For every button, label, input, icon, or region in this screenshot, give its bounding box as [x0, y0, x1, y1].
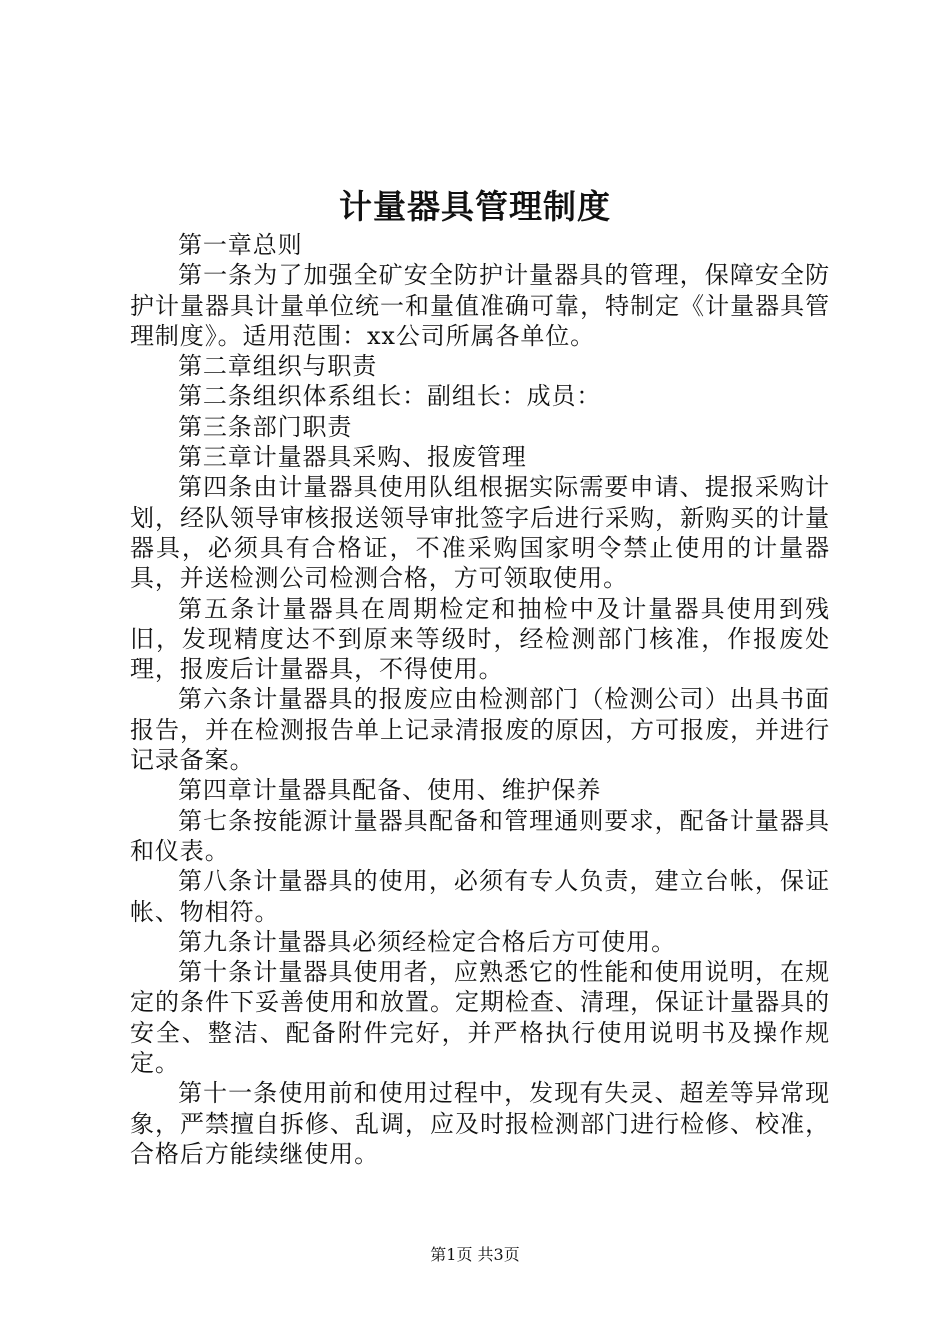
- chapter-heading: 第四章计量器具配备、使用、维护保养: [178, 776, 602, 805]
- chapter-heading: 第二章组织与职责: [178, 352, 378, 381]
- article-paragraph: 第三条部门职责: [178, 412, 353, 441]
- article-paragraph: 第七条按能源计量器具配备和管理通则要求，配备计量器具和仪表。: [130, 806, 830, 865]
- article-paragraph: 第二条组织体系组长：副组长：成员：: [178, 382, 602, 411]
- article-paragraph: 第八条计量器具的使用，必须有专人负责，建立台帐，保证帐、物相符。: [130, 867, 830, 926]
- article-paragraph: 第六条计量器具的报废应由检测部门（检测公司）出具书面报告，并在检测报告单上记录清报废的原因，方可报废，并进行记录备案。: [130, 685, 830, 775]
- chapter-heading: 第一章总则: [178, 231, 303, 259]
- article-paragraph: 第五条计量器具在周期检定和抽检中及计量器具使用到残旧，发现精度达不到原来等级时，经检测部门核准，作报废处理，报废后计量器具，不得使用。: [130, 594, 830, 684]
- document-body: [130, 230, 830, 1169]
- article-paragraph: 第一条为了加强全矿安全防护计量器具的管理，保障安全防护计量器具计量单位统一和量值准确可靠，特制定《计量器具管理制度》。适用范围：xx公司所属各单位。: [130, 261, 830, 350]
- article-paragraph: 第四条由计量器具使用队组根据实际需要申请、提报采购计划，经队领导审核报送领导审批签字后进行采购，新购买的计量器具，必须具有合格证，不准采购国家明令禁止使用的计量器具，并送检测公司检测合格，方可领取使用。: [130, 473, 830, 593]
- article-paragraph: 第十条计量器具使用者，应熟悉它的性能和使用说明，在规定的条件下妥善使用和放置。定期检查、清理，保证计量器具的安全、整洁、配备附件完好，并严格执行使用说明书及操作规定。: [130, 958, 830, 1078]
- article-paragraph: 第九条计量器具必须经检定合格后方可使用。: [178, 927, 676, 956]
- article-paragraph: 第十一条使用前和使用过程中，发现有失灵、超差等异常现象，严禁擅自拆修、乱调，应及时报检测部门进行检修、校准，合格后方能续继使用。: [130, 1079, 830, 1168]
- document-title: 计量器具管理制度: [339, 187, 611, 226]
- chapter-heading: 第三章计量器具采购、报废管理: [178, 443, 527, 472]
- page-footer: 第1页 共3页: [430, 1245, 520, 1264]
